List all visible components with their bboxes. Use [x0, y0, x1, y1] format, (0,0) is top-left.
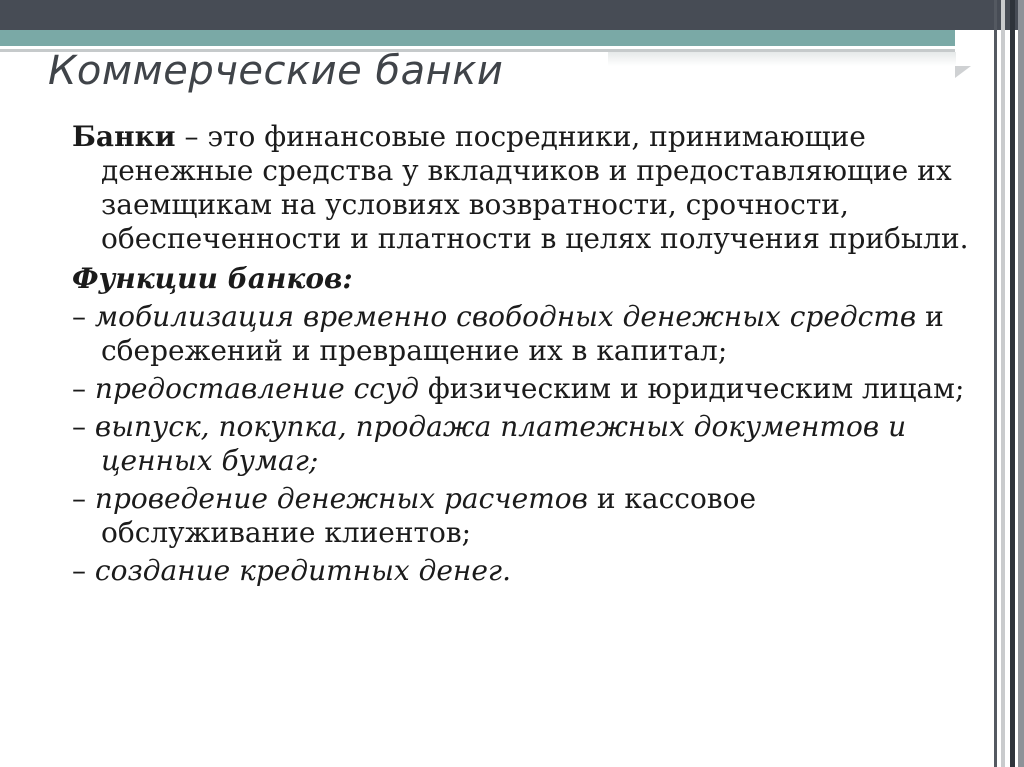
function-item — [72, 300, 972, 368]
function-dash: – — [72, 554, 95, 587]
function-item — [72, 482, 972, 550]
definition-text: – это финансовые посредники, принимающие денежные средства у вкладчиков и предоставляющие их заемщикам на условиях возвратности, срочности, обеспеченности и платности в целях получения прибыли. — [101, 120, 969, 255]
right-edge-bar — [1010, 0, 1015, 767]
function-normal: и сбережений и превращение их в капитал; — [101, 300, 944, 367]
slide-title: Коммерческие банки — [48, 48, 504, 94]
function-normal: физическим и юридическим лицам; — [418, 372, 965, 405]
function-dash: – — [72, 410, 95, 443]
page-curl-decoration — [955, 66, 971, 78]
definition-paragraph — [72, 120, 972, 256]
header-dark-bar — [0, 0, 1024, 30]
function-item — [72, 372, 972, 406]
function-item — [72, 410, 972, 478]
function-italic: мобилизация временно свободных денежных средств — [94, 300, 917, 333]
definition-term: Банки — [72, 120, 176, 153]
right-edge-bar — [994, 0, 997, 767]
function-dash: – — [72, 300, 95, 333]
function-italic: предоставление ссуд — [94, 372, 419, 405]
function-dash: – — [72, 372, 95, 405]
right-edge-bar — [1001, 0, 1005, 767]
functions-heading: Функции банков: — [72, 262, 353, 295]
header-shade — [608, 52, 956, 66]
function-dash: – — [72, 482, 95, 515]
function-item — [72, 554, 972, 588]
function-italic: создание кредитных денег. — [94, 554, 511, 587]
function-italic: проведение денежных расчетов — [94, 482, 588, 515]
right-edge-bar — [1018, 0, 1024, 767]
header-teal-bar — [0, 30, 955, 46]
slide-body — [72, 120, 972, 592]
function-italic: выпуск, покупка, продажа платежных документов и ценных бумаг; — [94, 410, 907, 477]
function-normal: и кассовое обслуживание клиентов; — [101, 482, 757, 549]
